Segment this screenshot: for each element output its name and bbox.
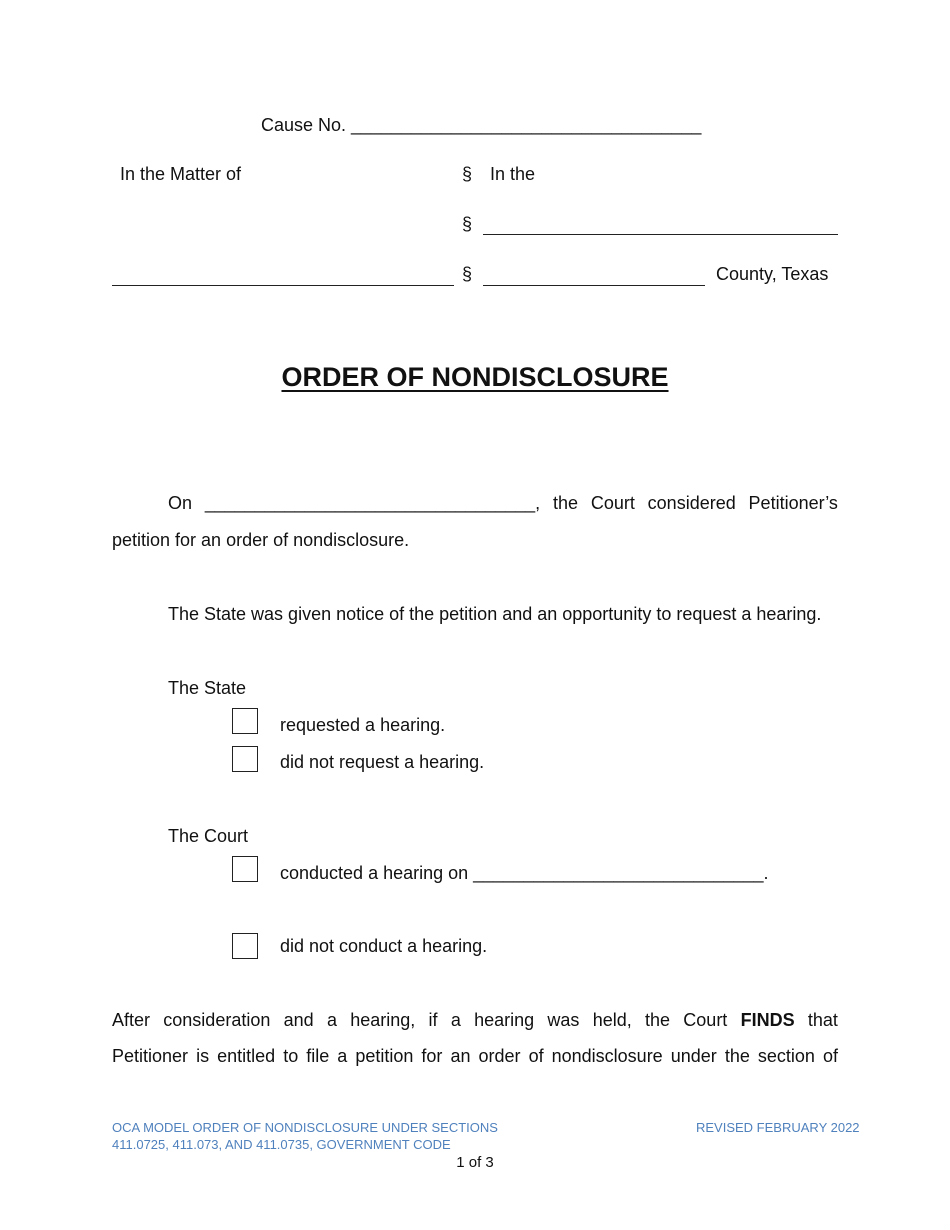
requested-hearing-label: requested a hearing. — [280, 715, 446, 735]
word: to — [283, 1046, 299, 1066]
word: a — [326, 1010, 337, 1030]
word: Petitioner’s — [748, 493, 838, 513]
court-label: The Court — [168, 826, 249, 846]
county-texas-label: County, Texas — [716, 264, 829, 284]
word: file — [306, 1046, 330, 1066]
conducted-hearing-checkbox[interactable] — [232, 856, 258, 882]
paragraph-1-line-1 — [168, 492, 838, 514]
word: of — [528, 1046, 544, 1066]
word: the — [553, 493, 579, 513]
requested-hearing-checkbox[interactable] — [232, 708, 258, 734]
word: entitled — [217, 1046, 276, 1066]
in-the-label: In the — [490, 164, 536, 184]
word: section — [757, 1046, 815, 1066]
footer-left-line-1: OCA MODEL ORDER OF NONDISCLOSURE UNDER SECTIONS — [112, 1120, 498, 1135]
section-symbol: § — [462, 214, 473, 234]
word: After — [112, 1010, 151, 1030]
page-title: ORDER OF NONDISCLOSURE — [281, 362, 669, 392]
word: _________________________________, — [204, 493, 541, 513]
word: and — [283, 1010, 314, 1030]
paragraph-3-line-1 — [112, 1009, 838, 1031]
word: the — [645, 1010, 671, 1030]
county-blank-line[interactable] — [483, 285, 705, 286]
word: considered — [647, 493, 736, 513]
word: under — [670, 1046, 717, 1066]
word: a — [337, 1046, 348, 1066]
page-number: 1 of 3 — [456, 1154, 494, 1171]
did-not-conduct-hearing-checkbox[interactable] — [232, 933, 258, 959]
petitioner-name-blank-line[interactable] — [112, 285, 454, 286]
in-the-matter-of-label: In the Matter of — [120, 164, 242, 184]
conducted-hearing-label: conducted a hearing on _____________________________. — [280, 863, 769, 883]
court-name-blank-line[interactable] — [483, 234, 838, 235]
word: nondisclosure — [551, 1046, 663, 1066]
word: Petitioner — [112, 1046, 189, 1066]
word: order — [478, 1046, 521, 1066]
word: if — [428, 1010, 438, 1030]
did-not-request-hearing-checkbox[interactable] — [232, 746, 258, 772]
word: Court — [590, 493, 635, 513]
word: Court — [683, 1010, 728, 1030]
word: the — [724, 1046, 750, 1066]
did-not-request-hearing-label: did not request a hearing. — [280, 752, 485, 772]
word: On — [168, 493, 193, 513]
section-symbol: § — [462, 164, 473, 184]
word: an — [450, 1046, 471, 1066]
word: held, — [592, 1010, 632, 1030]
word: of — [822, 1046, 838, 1066]
word: is — [196, 1046, 210, 1066]
section-symbol: § — [462, 264, 473, 284]
paragraph-1-line-2: petition for an order of nondisclosure. — [112, 530, 410, 550]
paragraph-2: The State was given notice of the petition and an opportunity to request a hearing. — [168, 604, 822, 624]
did-not-conduct-hearing-label: did not conduct a hearing. — [280, 936, 488, 956]
word: hearing, — [350, 1010, 416, 1030]
word: for — [421, 1046, 443, 1066]
word: was — [547, 1010, 580, 1030]
state-label: The State — [168, 678, 247, 698]
cause-number-label: Cause No. ___________________________________ — [261, 115, 702, 135]
word: FINDS — [740, 1010, 795, 1030]
word: a — [450, 1010, 461, 1030]
paragraph-3-line-2 — [112, 1045, 838, 1067]
word: hearing — [474, 1010, 535, 1030]
word: consideration — [163, 1010, 271, 1030]
word: petition — [355, 1046, 414, 1066]
footer-left-line-2: 411.0725, 411.073, AND 411.0735, GOVERNMENT CODE — [112, 1137, 451, 1152]
footer-revised-date: REVISED FEBRUARY 2022 — [696, 1120, 860, 1135]
word: that — [807, 1010, 838, 1030]
